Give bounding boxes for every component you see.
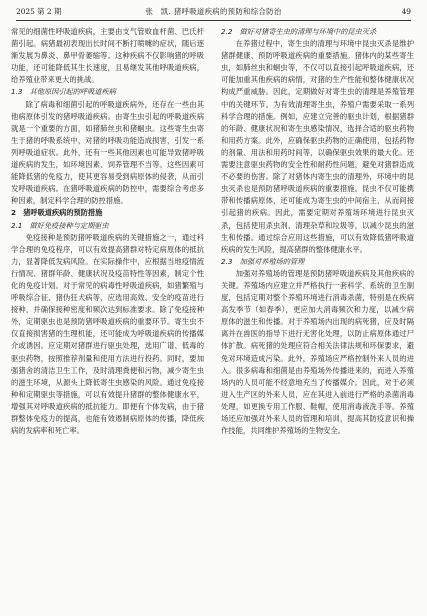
paragraph: 在养猪过程中，寄生虫的清理与环境中昆虫灭杀是维护猪群健康、预防呼吸道疾病的重要措施。猪体内的某些寄生虫，如肺丝虫和蛔虫等，不仅可以直接引起呼吸道疾病，还可能加重其他疾病的病情，对猪的生产性能和整体健康状况构成严重威胁。因此，定期做好对寄生虫的清理是养殖管理中的关键环节。为有效清理寄生虫，养殖户需要采取一系列科学合理的措施。例如，应建立完善的驱虫计划，根据猪群的年龄、健康状况和寄生虫感染情况，选择合适的驱虫药物和用药方案。此外，应确保驱虫药物的正确使用，包括药物的剂量、用法和用药时间等，以确保驱虫效果的最大化。还需要注意驱虫药物的安全性和耐药性问题，避免对猪群造成不必要的伤害。除了对猪体内寄生虫的清理外，环境中的昆虫灭杀也是预防猪呼吸道疾病的重要措施。昆虫不仅可能携带和传播病原体，还可能成为寄生虫的中间宿主，从而间接引起猪的疾病。因此，需要定期对养殖场环境进行昆虫灭杀，包括使用杀虫剂、清理杂草和垃圾等，以减少昆虫的滋生和传播。通过综合应用这些措施，可以有效降低猪呼吸道疾病的发生风险，提高猪群的整体健康水平。 xyxy=(221,39,414,254)
issue-label: 2025 第 2 期 xyxy=(16,7,62,16)
left-column xyxy=(11,26,204,610)
subsection-heading: 2.1 做好免疫接种与定期驱虫 xyxy=(11,220,109,230)
subsection-heading: 2.2 做好对猪寄生虫的清理与环境中的昆虫灭杀 xyxy=(221,27,377,36)
section-heading: 2 猪呼吸道疾病的预防措施 xyxy=(11,208,103,218)
subsection-heading: 1.3 其他原因引起的呼吸道疾病 xyxy=(11,87,116,97)
paragraph: 免疫接种是预防猪呼吸道疾病的关键措施之一，通过科学合理的免疫程序，可以有效提高猪群对特定病原体的抵抗力，显著降低发病风险。在实际操作中，应根据当地疫情流行情况、猪群年龄、健康状况及疫苗特性等因素，制定个性化的免疫计划。对于常见的病毒性呼吸道疾病，如猪繁殖与呼吸综合征、猪伪狂犬病等，应选用高效、安全的疫苗进行接种，并确保接种密度和频次达到标准要求。除了免疫接种外，定期驱虫也是预防猪呼吸道疾病的重要环节。寄生虫不仅直接损害猪的生理机能，还可能成为呼吸道疾病的传播媒介或诱因。应定期对猪群进行驱虫处理，选用广谱、低毒的驱虫药物，按照推荐剂量和使用方法进行投药。同时，要加强猪舍的清洁卫生工作，及时清理粪便和污物，减少寄生虫的滋生环境，从源头上降低寄生虫感染的风险。通过免疫接种和定期驱虫等措施，可以有效提升猪群的整体健康水平，增强其对呼吸道疾病的抵抗能力。即便有个体发病，由于猪群整体免疫力的提高，也能有效遏制病原体的传播，降低疾病的发病率和死亡率。 xyxy=(11,232,204,436)
page-number: 49 xyxy=(401,7,411,16)
article-running-title: 张 凯. 猪呼吸道疾病的预防和综合防治 xyxy=(145,7,282,16)
paragraph: 常见的细菌性呼吸道疾病，主要由支气管败血杆菌、巴氏杆菌引起。病猪最初表现出长时间不断打喷嚏的症状，随后逐渐发展为鼻炎、鼻甲骨萎缩等。这种疾病不仅影响猪的呼吸功能，还可能降低其生长速度，且易继发其他呼吸道疾病，给养殖业带来更大的挑战。 xyxy=(11,27,204,85)
running-header xyxy=(16,4,411,21)
paragraph: 除了病毒和细菌引起的呼吸道疾病外，还存在一些由其他病原体引发的猪呼吸道疾病。由寄生虫引起的呼吸道疾病就是一个重要的方面，如猪肺丝虫和猪蛔虫。这些寄生虫寄生于猪的呼吸系统中，对猪的呼吸功能造成损害，引发一系列呼吸道症状。此外，还有一些其他因素也可能导致猪呼吸道疾病的发生，如环境因素、饲养管理不当等。这些因素可能降低猪的免疫力，使其更容易受到病原体的侵袭，从而引发呼吸道疾病。在猪呼吸道疾病的防控中，需要综合考虑多种因素，制定科学合理的防控措施。 xyxy=(11,99,204,206)
subsection-heading: 2.3 加强对养殖场的管理 xyxy=(221,256,305,266)
paragraph: 加强对养殖场的管理是预防猪呼吸道疾病及其他疾病的关键。养殖场内应建立并严格执行一套科学、系统的卫生制度，包括定期对整个养殖环境进行消毒杀菌，特别是在疾病高发季节（如春季），更应加大消毒频次和力度，以减少病原体的滋生和传播。对于养殖场内出现的病死猪，应及时隔离并在兽医的指导下进行无害化处理，以防止病原体通过尸体扩散。病死猪的处理应符合相关法律法规和环保要求，避免对环境造成污染。此外，养殖场应严格控制外来人员的进入。很多病毒和细菌是由养殖场外传播进来的，而进入养殖场内的人员可能不经意地充当了传播媒介。因此，对于必须进入生产区的外来人员，应在其进入前进行严格的杀菌消毒处理，如更换专用工作服、鞋帽，使用消毒液洗手等。养殖场还应加强对外来人员的管理和培训，提高其防疫意识和操作技能，共同维护养殖场的生物安全。 xyxy=(221,268,414,436)
right-column xyxy=(221,26,414,610)
